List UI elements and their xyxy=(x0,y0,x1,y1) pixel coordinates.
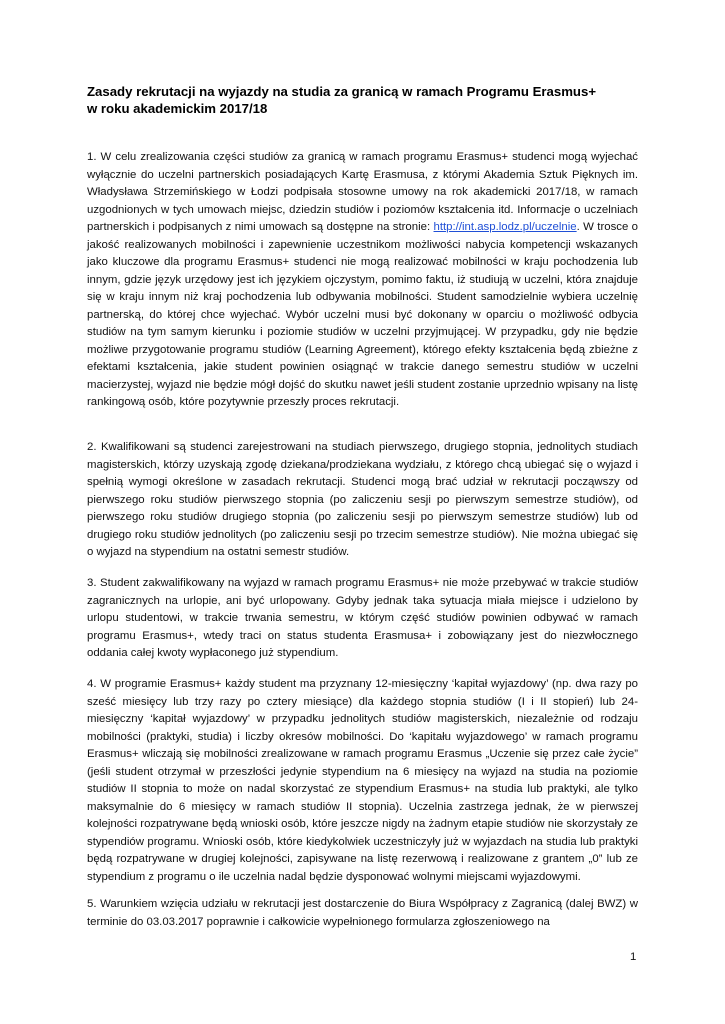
paragraph-4: 4. W programie Erasmus+ każdy student ma przyznany 12-miesięczny ‘kapitał wyjazdowy’ (np. dwa razy po sześć miesięcy lub trzy razy po cztery miesiące) dla każdego stopnia studiów (I i II stopień) lub 24-miesięczny ‘kapitał wyjazdowy’ w przypadku jednolitych studiów magisterskich, niezależnie od rodzaju mobilności (praktyki, studia) i liczby okresów mobilności. Do ‘kapitału wyjazdowego’ w ramach programu Erasmus+ wliczają się mobilności zrealizowane w ramach programu Erasmus „Uczenie się przez całe życie” (jeśli student otrzymał w przeszłości jedynie stypendium na 6 miesięcy na wyjazd na studia na poziomie studiów II stopnia to może on nadal skorzystać ze stypendium Erasmus+ na studia lub praktyki, ale tylko maksymalnie do 6 miesięcy w ramach studiów II stopnia). Uczelnia zastrzega jednak, że w pierwszej kolejności rozpatrywane będą wnioski osób, które jeszcze nigdy na żadnym etapie studiów nie skorzystały ze stypendiów programu. Wnioski osób, które kiedykolwiek uczestniczyły już w wyjazdach na studia lub praktyki będą rozpatrywane w drugiej kolejności, zapisywane na listę rezerwową i realizowane z grantem „0” lub ze stypendium z programu o ile uczelnia nadal będzie dysponować wolnymi miejscami wyjazdowymi. xyxy=(87,678,638,883)
paragraph-5: 5. Warunkiem wzięcia udziału w rekrutacji jest dostarczenie do Biura Współpracy z Zagranicą (dalej BWZ) w terminie do 03.03.2017 poprawnie i całkowicie wypełnionego formularza zgłoszeniowego na xyxy=(87,898,638,928)
paragraph-3: 3. Student zakwalifikowany na wyjazd w ramach programu Erasmus+ nie może przebywać w trakcie studiów zagranicznych na urlopie, ani być urlopowany. Gdyby jednak taka sytuacja miała miejsce i udzielono by urlopu studentowi, w trakcie trwania semestru, w którym część studiów powinien odbywać w ramach programu Erasmus+, wtedy traci on status studenta Erasmusa+ i zobowiązany jest do niezwłocznego oddania całej kwoty wypłaconego już stypendium. xyxy=(87,577,638,659)
paragraph-1-text-start: 1. W celu zrealizowania części studiów za granicą w ramach programu Erasmus+ studenci mogą wyjechać wyłącznie do uczelni partnerskich posiadających Kartę Erasmusa, z którymi Akademia Sztuk Pięknych im. Władysława Strzemińskiego w Łodzi podpisała stosowne umowy na rok akademicki 2017/18, w ramach uzgodnionych w tych umowach miejsc, dziedzin studiów i poziomów kształcenia itd. Informacje o uczelniach partnerskich i podpisanych z nimi umowach są dostępne na stronie: xyxy=(87,151,638,233)
title-line-2: w roku akademickim 2017/18 xyxy=(87,101,268,116)
paragraph-1 xyxy=(87,149,638,412)
partner-universities-link[interactable]: http://int.asp.lodz.pl/uczelnie xyxy=(433,221,577,233)
paragraph-1-text-end: . W trosce o jakość realizowanych mobilności i zapewnienie uczestnikom możliwości nabycia kompetencji wskazanych jako kluczowe dla programu Erasmus+ studenci nie mogą realizować mobilności w kraju pochodzenia lub innym, gdzie język urzędowy jest ich językiem ojczystym, pomimo faktu, iż studiują w uczelni, która znajduje się w kraju innym niż kraj pochodzenia lub odbywania mobilności. Student samodzielnie wybiera uczelnię partnerską, do której chce wyjechać. Wybór uczelni musi być dokonany w oparciu o możliwość odbycia studiów na tym samym kierunku i poziomie studiów w uczelni przyjmującej. W przypadku, gdy nie będzie możliwe przygotowanie programu studiów (Learning Agreement), którego efekty kształcenia będą zbieżne z efektami kształcenia, jakie student powinien osiągnąć w trakcie danego semestru studiów w uczelni macierzystej, wyjazd nie będzie mógł dojść do skutku nawet jeśli student zostanie uprzednio wpisany na listę rankingową osób, które pozytywnie przeszły proces rekrutacji. xyxy=(87,221,639,408)
paragraph-2: 2. Kwalifikowani są studenci zarejestrowani na studiach pierwszego, drugiego stopnia, jednolitych studiach magisterskich, którzy uzyskają zgodę dziekana/prodziekana wydziału, z którego chcą ubiegać się o wyjazd i spełnią wymogi określone w zasadach rekrutacji. Studenci mogą brać udział w rekrutacji począwszy od pierwszego roku studiów pierwszego stopnia (po zaliczeniu sesji po pierwszym semestrze studiów), od pierwszego roku studiów drugiego stopnia (po zaliczeniu sesji po pierwszym semestrze studiów) lub od drugiego roku studiów jednolitych (po zaliczeniu sesji po trzecim semestrze studiów). Nie można ubiegać się o wyjazd na stypendium na ostatni semestr studiów. xyxy=(87,441,638,558)
document-title xyxy=(87,83,647,117)
page-number: 1 xyxy=(630,951,637,963)
title-line-1: Zasady rekrutacji na wyjazdy na studia za granicą w ramach Programu Erasmus+ xyxy=(87,84,597,99)
